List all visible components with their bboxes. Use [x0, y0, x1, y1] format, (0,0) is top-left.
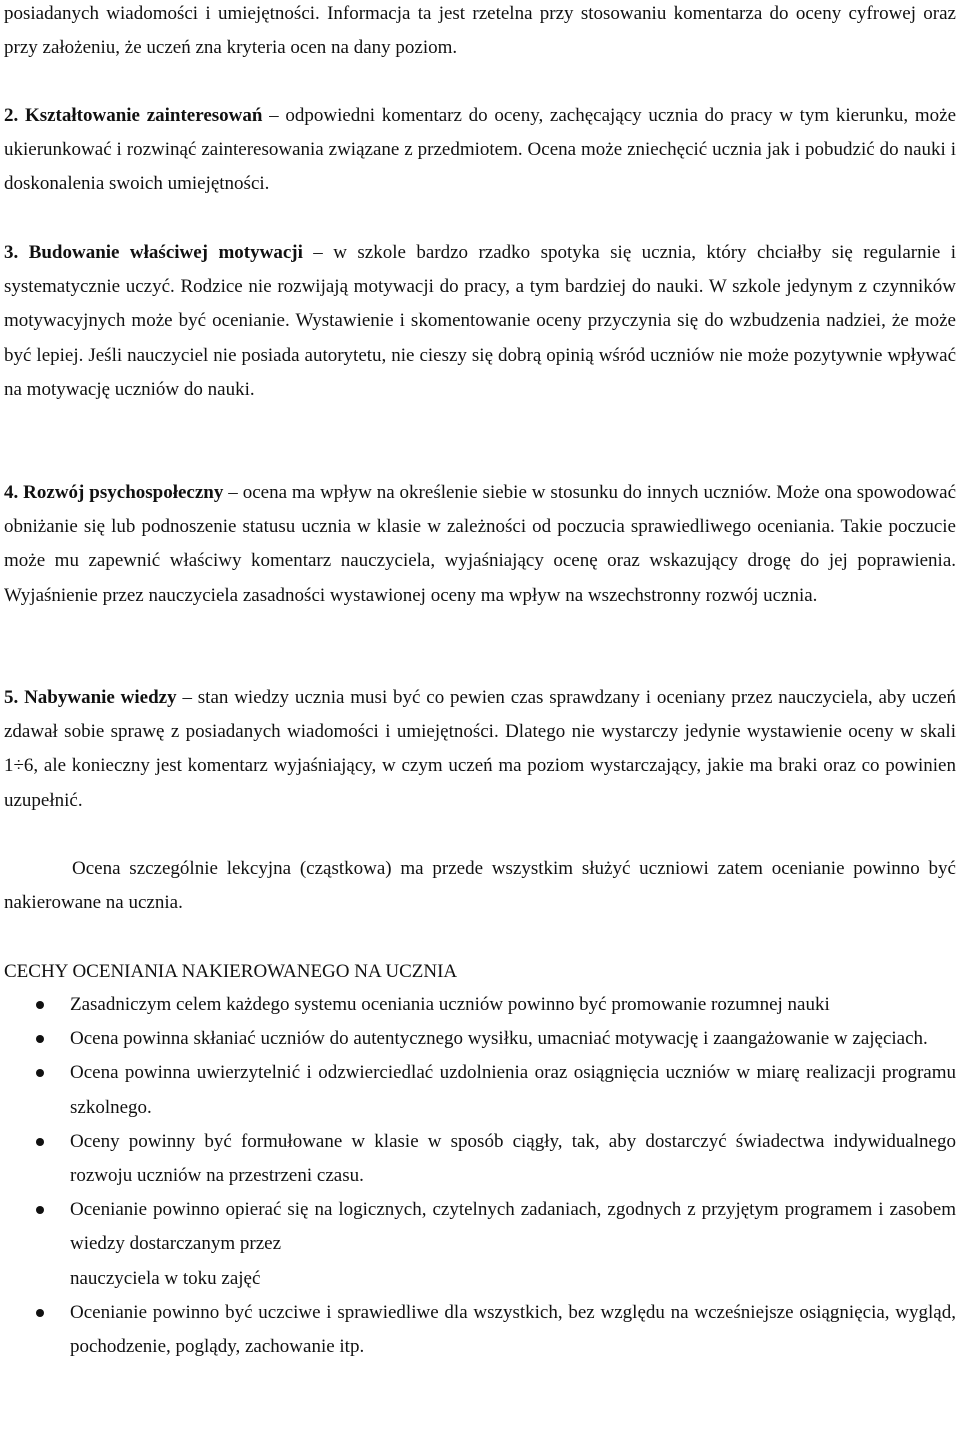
bullet-text-continued: nauczyciela w toku zajęć	[70, 1267, 261, 1289]
intro-paragraph	[4, 0, 956, 65]
bullet-dot	[36, 1069, 44, 1077]
summary-paragraph	[4, 852, 956, 920]
bullet-text: Ocenianie powinno opierać się na logicznych, czytelnych zadaniach, zgodnych z przyjętym programem i zasobem wiedzy dostarczanym przez	[70, 1199, 956, 1255]
item-number: 2.	[4, 105, 19, 126]
list-item	[4, 99, 956, 202]
bullet-dot	[36, 1001, 44, 1009]
section-heading: CECHY OCENIANIA NAKIEROWANEGO NA UCZNIA	[4, 961, 458, 982]
bullet-item	[0, 1125, 956, 1193]
item-dash: –	[176, 687, 198, 708]
item-dash: –	[302, 242, 334, 263]
item-term: Budowanie właściwej motywacji	[28, 242, 303, 263]
bullet-text: Ocena powinna uwierzytelnić i odzwierciedlać uzdolnienia oraz osiągnięcia uczniów w miarę realizacji programu szkolnego.	[70, 1062, 956, 1118]
item-number: 3.	[4, 242, 19, 263]
item-text: odpowiedni komentarz do oceny, zachęcający ucznia do pracy w tym kierunku, może ukierunkować i rozwinąć zainteresowania związane z przedmiotem. Ocena może zniechęcić ucznia jak i pobudzić do nauki i doskonalenia swoich umiejętności.	[4, 105, 957, 195]
item-dash: –	[223, 482, 243, 503]
bullet-dot	[36, 1035, 44, 1043]
list-item	[4, 236, 956, 407]
item-term: Rozwój psychospołeczny	[23, 482, 224, 503]
bullet-dot	[36, 1138, 44, 1146]
bullet-dot	[36, 1206, 44, 1214]
list-item	[4, 476, 956, 613]
bullet-text: Oceny powinny być formułowane w klasie w sposób ciągły, tak, aby dostarczyć świadectwa indywidualnego rozwoju uczniów na przestrzeni czasu.	[70, 1130, 956, 1187]
bullet-item	[0, 1056, 956, 1124]
bullet-item	[0, 1022, 956, 1056]
summary-text: Ocena szczególnie lekcyjna (cząstkowa) ma przede wszystkim służyć uczniowi zatem ocenianie powinno być nakierowane na ucznia.	[4, 858, 956, 914]
item-term: Kształtowanie zainteresowań	[24, 105, 263, 126]
bullet-item	[0, 1296, 956, 1364]
bullet-text: Ocenianie powinno być uczciwe i sprawiedliwe dla wszystkich, bez względu na wcześniejsze osiągnięcia, wygląd, pochodzenie, poglądy, zachowanie itp.	[70, 1301, 956, 1358]
item-number: 4.	[4, 482, 19, 503]
item-text: stan wiedzy ucznia musi być co pewien czas sprawdzany i oceniany przez nauczyciela, aby uczeń zdawał sobie sprawę z posiadanych wiadomości i umiejętności. Dlatego nie wystarczy jedynie wystawienie oceny w skali 1÷6, ale konieczny jest komentarz wyjaśniający, w czym uczeń ma poziom wystarczający, jakie ma braki oraz co powinien uzupełnić.	[4, 687, 957, 811]
bullet-dot	[36, 1309, 44, 1317]
item-dash: –	[262, 105, 286, 126]
item-term: Nabywanie wiedzy	[24, 687, 177, 708]
item-number: 5.	[4, 687, 19, 708]
features-list	[0, 988, 956, 1364]
list-item	[4, 681, 956, 818]
item-text: w szkole bardzo rzadko spotyka się ucznia, który chciałby się regularnie i systematycznie uczyć. Rodzice nie rozwijają motywacji do pracy, a tym bardziej do nauki. W szkole jedynym z czynników motywacyjnych może być ocenianie. Wystawienie i skomentowanie oceny przyczynia się do wzbudzenia nadziei, że może być lepiej. Jeśli nauczyciel nie posiada autorytetu, nie cieszy się dobrą opinią wśród uczniów nie może pozytywnie wpływać na motywację uczniów do nauki.	[4, 242, 957, 400]
bullet-text: Zasadniczym celem każdego systemu oceniania uczniów powinno być promowanie rozumnej nauki	[70, 994, 830, 1015]
bullet-text: Ocena powinna skłaniać uczniów do autentycznego wysiłku, umacniać motywację i zaangażowanie w zajęciach.	[70, 1028, 928, 1050]
bullet-item	[0, 988, 956, 1022]
item-text: ocena ma wpływ na określenie siebie w stosunku do innych uczniów. Może ona spowodować obniżanie się lub podnoszenie statusu ucznia w klasie w zależności od poczucia sprawiedliwego oceniania. Takie poczucie może mu zapewnić właściwy komentarz nauczyciela, wyjaśniający ocenę oraz wskazujący drogę do jej poprawienia. Wyjaśnienie przez nauczyciela zasadności wystawionej oceny ma wpływ na wszechstronny rozwój ucznia.	[4, 482, 957, 606]
bullet-item	[0, 1193, 956, 1296]
intro-text: posiadanych wiadomości i umiejętności. Informacja ta jest rzetelna przy stosowaniu komentarza do oceny cyfrowej oraz przy założeniu, że uczeń zna kryteria ocen na dany poziom.	[4, 3, 956, 59]
